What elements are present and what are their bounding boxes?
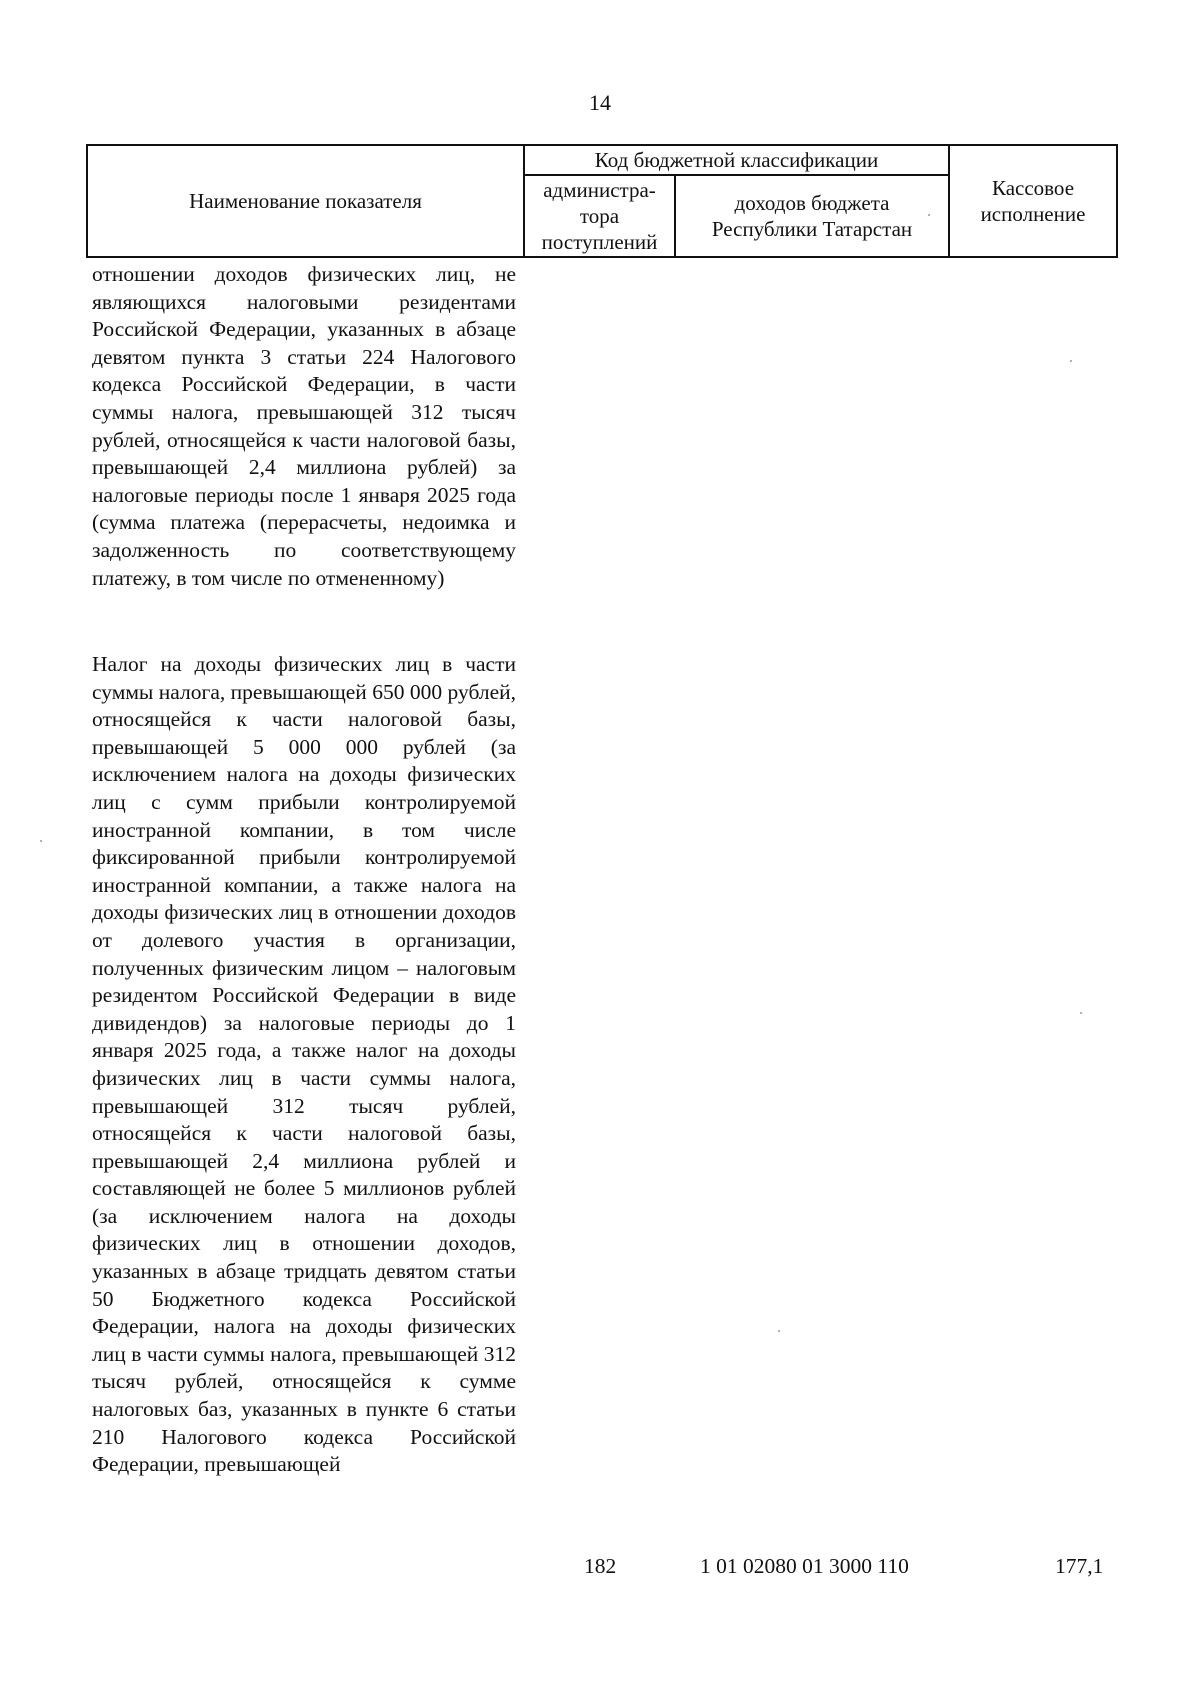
table-header (86, 144, 1118, 258)
header-income-column: доходов бюджета Республики Татарстан (711, 191, 913, 241)
scan-speck (778, 1330, 780, 1332)
header-admin-column: администра- тора поступлений (541, 178, 658, 254)
row-cash-execution: 177,1 (1055, 1554, 1104, 1578)
header-border-bottom (86, 256, 1118, 258)
scan-speck (40, 840, 42, 842)
row-admin-code: 182 (584, 1554, 617, 1578)
row-description-ndfl: Налог на доходы физических лиц в части суммы налога, превышающей 650 000 рублей, относящейся к части налоговой базы, превышающей 5 000 000 рублей (за исключением налога на доходы физических лиц с сумм прибыли контролируемой иностранной компании, в том числе фиксированной прибыли контролируемой иностранной компании, а также налога на доходы физических лиц в отношении доходов от долевого участия в организации, полученных физическим лицом – налоговым резидентом Российской Федерации в виде дивидендов) за налоговые периоды до 1 января 2025 года, а также налог на доходы физических лиц в части суммы налога, превышающей 312 тысяч рублей, относящейся к части налоговой базы, превышающей 2,4 миллиона рублей и составляющей не более 5 миллионов рублей (за исключением налога на доходы физических лиц в отношении доходов, указанных в абзаце тридцать девятом статьи 50 Бюджетного кодекса Российской Федерации, налога на доходы физических лиц в части суммы налога, превышающей 312 тысяч рублей, относящейся к сумме налоговых баз, указанных в пункте 6 статьи 210 Налогового кодекса Российской Федерации, превышающей (92, 652, 516, 1477)
header-name-column: Наименование показателя (189, 189, 422, 213)
scan-speck (1070, 360, 1072, 362)
scan-speck (1080, 1012, 1082, 1014)
row-income-code: 1 01 02080 01 3000 110 (700, 1554, 909, 1578)
header-code-group: Код бюджетной классификации (594, 148, 879, 172)
scan-speck (928, 214, 930, 216)
header-cash-column: Кассовое исполнение (980, 176, 1086, 226)
page-number: 14 (589, 90, 611, 115)
header-border-right (1116, 144, 1118, 258)
row-description-continued: отношении доходов физических лиц, не являющихся налоговыми резидентами Российской Федерации, указанных в абзаце девятом пункта 3 статьи 224 Налогового кодекса Российской Федерации, в части суммы налога, превышающей 312 тысяч рублей, относящейся к части налоговой базы, превышающей 2,4 миллиона рублей) за налоговые периоды после 1 января 2025 года (сумма платежа (перерасчеты, недоимка и задолженность по соответствующему платежу, в том числе по отмененному) (92, 262, 516, 590)
